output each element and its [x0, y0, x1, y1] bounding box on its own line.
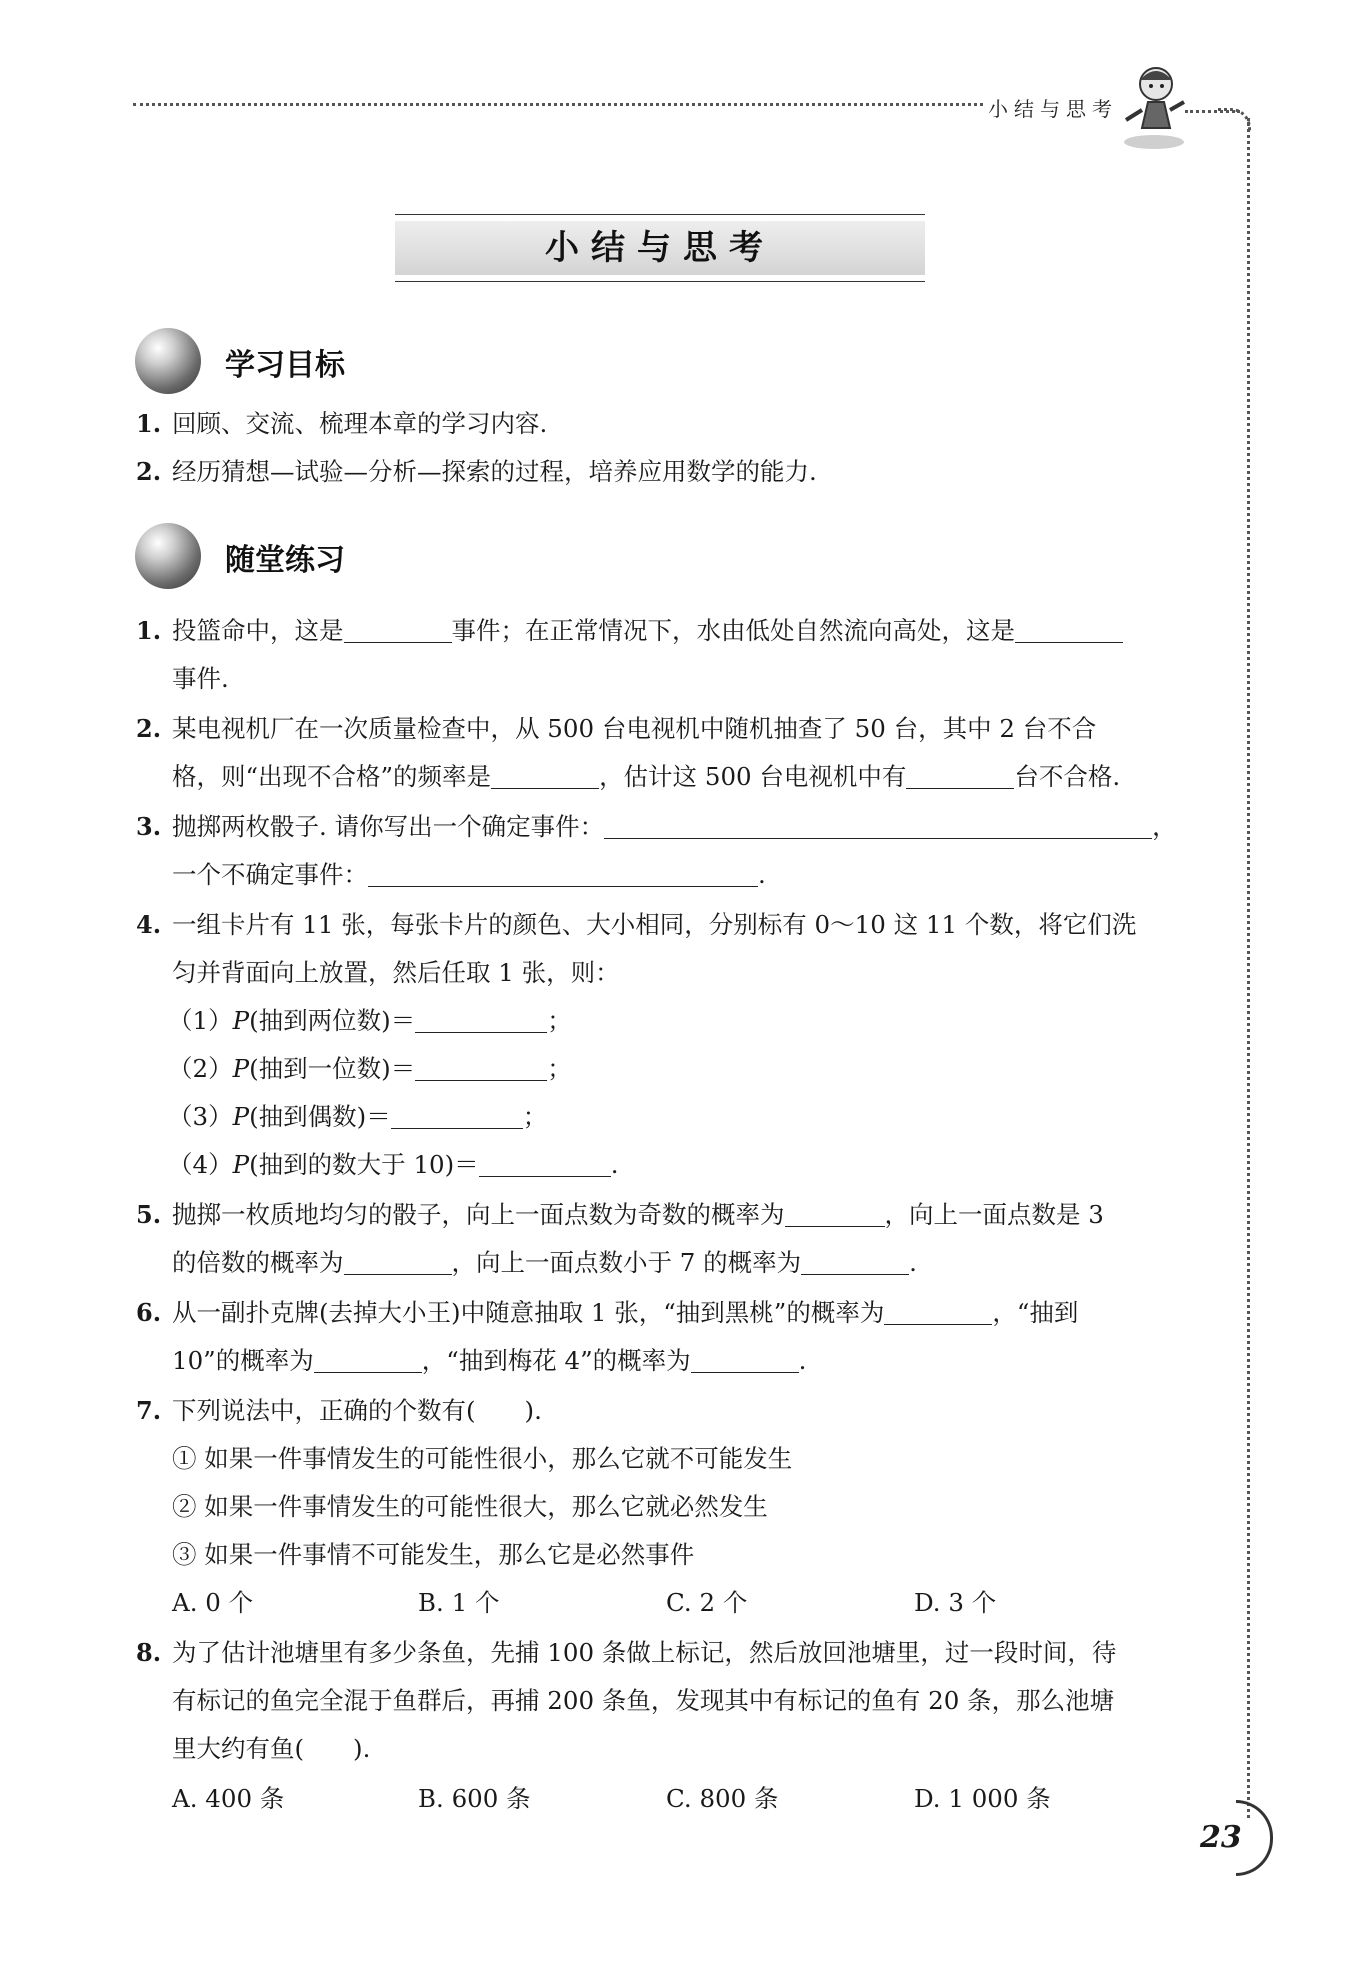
- question-number: 4.: [136, 910, 162, 939]
- goal-text: 回顾、交流、梳理本章的学习内容.: [172, 409, 548, 438]
- page-number: 23: [1200, 1820, 1242, 1855]
- goal-text: 经历猜想—试验—分析—探索的过程，培养应用数学的能力.: [172, 457, 817, 486]
- running-title: 小结与思考: [988, 97, 1118, 121]
- option-d[interactable]: D. 1 000 条: [914, 1784, 1051, 1813]
- answer-blank[interactable]: [604, 812, 1152, 839]
- statement: ① 如果一件事情发生的可能性很小，那么它就不可能发生: [172, 1444, 793, 1473]
- question-6-line-1: 从一副扑克牌(去掉大小王)中随意抽取 1 张，“抽到黑桃”的概率为 ，“抽到: [172, 1298, 1079, 1327]
- question-number: 3.: [136, 812, 162, 841]
- question-4-line-1: 一组卡片有 11 张，每张卡片的颜色、大小相同，分别标有 0～10 这 11 个数，将它们洗: [172, 910, 1137, 939]
- answer-blank[interactable]: [801, 1248, 909, 1275]
- question-4-sub-3: （3）P(抽到偶数)＝ ；: [168, 1102, 548, 1131]
- option-d[interactable]: D. 3 个: [914, 1588, 997, 1617]
- answer-blank[interactable]: [491, 762, 599, 789]
- practice-heading: 随堂练习: [225, 543, 345, 578]
- question-3-line-2: 一个不确定事件： .: [172, 860, 766, 889]
- answer-blank[interactable]: [884, 1298, 992, 1325]
- sphere-icon: [135, 328, 201, 394]
- question-4-sub-4: （4）P(抽到的数大于 10)＝ .: [168, 1150, 619, 1179]
- question-5-line-1: 抛掷一枚质地均匀的骰子，向上一面点数为奇数的概率为 ，向上一面点数是 3: [172, 1200, 1104, 1229]
- answer-blank[interactable]: [344, 1248, 452, 1275]
- question-7-stem: 下列说法中，正确的个数有( ).: [172, 1396, 542, 1425]
- question-number: 7.: [136, 1396, 162, 1425]
- question-4-sub-1: （1）P(抽到两位数)＝ ；: [168, 1006, 572, 1035]
- answer-blank[interactable]: [344, 616, 452, 643]
- answer-blank[interactable]: [391, 1102, 523, 1129]
- question-number: 2.: [136, 714, 162, 743]
- goals-heading: 学习目标: [225, 348, 345, 383]
- question-5-line-2: 的倍数的概率为 ，向上一面点数小于 7 的概率为 .: [172, 1248, 917, 1277]
- question-1-line-1: 投篮命中，这是 事件；在正常情况下，水由低处自然流向高处，这是: [172, 615, 1123, 647]
- question-3-line-1: 抛掷两枚骰子. 请你写出一个确定事件： ，: [172, 812, 1177, 841]
- option-b[interactable]: B. 1 个: [418, 1588, 500, 1617]
- answer-blank[interactable]: [415, 1006, 547, 1033]
- margin-dotted-rule: [1247, 118, 1250, 1818]
- question-number: 6.: [136, 1298, 162, 1327]
- question-8-line-3: 里大约有鱼( ).: [172, 1734, 371, 1763]
- option-b[interactable]: B. 600 条: [418, 1784, 531, 1813]
- option-c[interactable]: C. 800 条: [666, 1784, 779, 1813]
- question-2-line-2: 格，则“出现不合格”的频率是 ，估计这 500 台电视机中有 台不合格.: [172, 762, 1121, 791]
- question-1-line-2: 事件.: [172, 664, 229, 693]
- question-4-line-2: 匀并背面向上放置，然后任取 1 张，则：: [172, 958, 620, 987]
- question-2-line-1: 某电视机厂在一次质量检查中，从 500 台电视机中随机抽查了 50 台，其中 2 台不合: [172, 714, 1097, 743]
- question-6-line-2: 10”的概率为 ，“抽到梅花 4”的概率为 .: [172, 1346, 807, 1375]
- option-a[interactable]: A. 400 条: [172, 1784, 285, 1813]
- answer-blank[interactable]: [785, 1200, 885, 1227]
- header-dotted-rule: [133, 103, 983, 106]
- answer-blank[interactable]: [906, 762, 1014, 789]
- answer-blank[interactable]: [479, 1150, 611, 1177]
- globe-icon: [135, 523, 201, 589]
- statement: ② 如果一件事情发生的可能性很大，那么它就必然发生: [172, 1492, 768, 1521]
- option-c[interactable]: C. 2 个: [666, 1588, 748, 1617]
- answer-blank[interactable]: [691, 1346, 799, 1373]
- answer-blank[interactable]: [314, 1346, 422, 1373]
- answer-blank[interactable]: [415, 1054, 547, 1081]
- answer-blank[interactable]: [1015, 616, 1123, 643]
- question-8-line-2: 有标记的鱼完全混于鱼群后，再捕 200 条鱼，发现其中有标记的鱼有 20 条，那么池塘: [172, 1686, 1115, 1715]
- mascot-icon: [1118, 62, 1190, 152]
- question-4-sub-2: （2）P(抽到一位数)＝ ；: [168, 1054, 572, 1083]
- goal-number: 1.: [136, 409, 162, 438]
- title-banner: [395, 214, 925, 282]
- question-number: 1.: [136, 616, 162, 645]
- question-8-line-1: 为了估计池塘里有多少条鱼，先捕 100 条做上标记，然后放回池塘里，过一段时间，待: [172, 1638, 1117, 1667]
- page-title: 小结与思考: [545, 228, 775, 268]
- answer-blank[interactable]: [368, 860, 758, 887]
- question-number: 5.: [136, 1200, 162, 1229]
- statement: ③ 如果一件事情不可能发生，那么它是必然事件: [172, 1540, 695, 1569]
- question-number: 8.: [136, 1638, 162, 1667]
- option-a[interactable]: A. 0 个: [172, 1588, 254, 1617]
- goal-number: 2.: [136, 457, 162, 486]
